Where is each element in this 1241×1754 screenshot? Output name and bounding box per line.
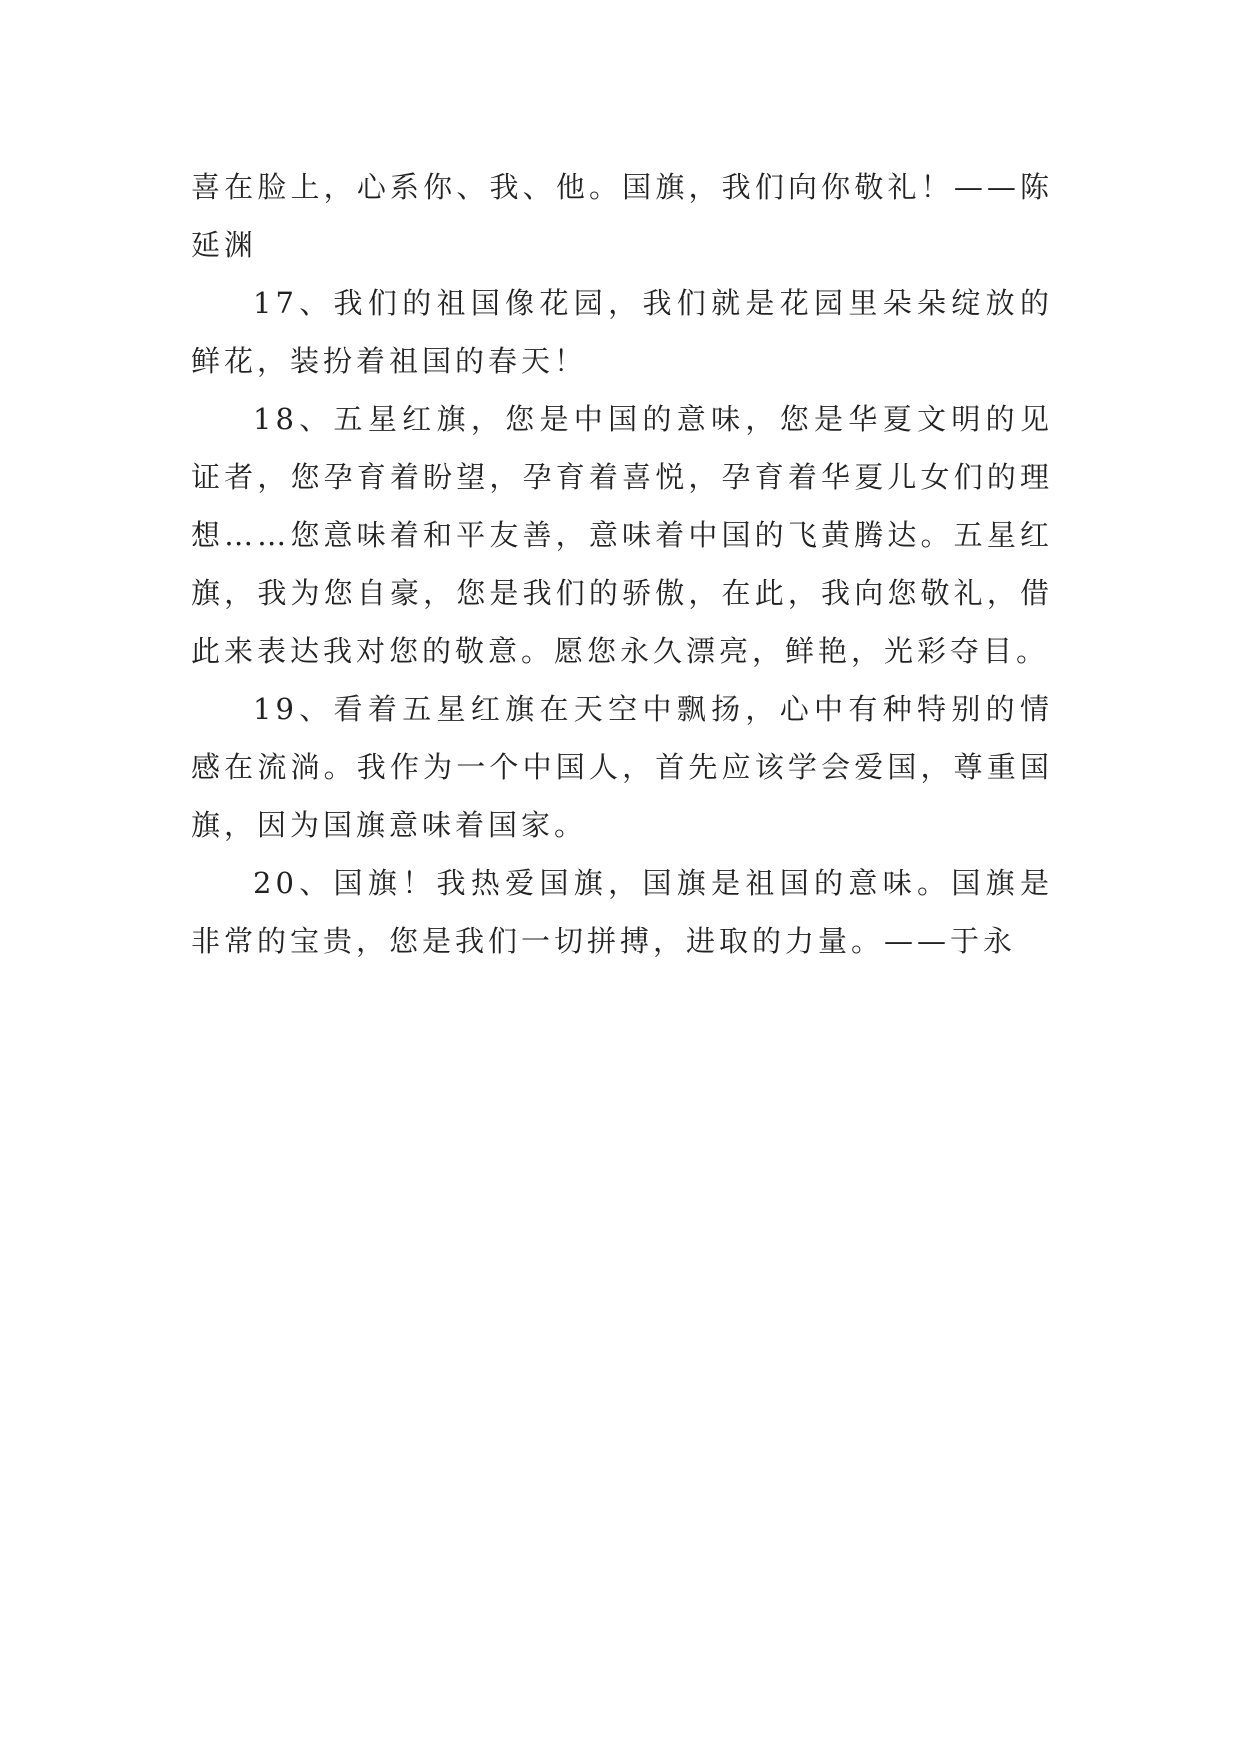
document-body xyxy=(191,158,1053,970)
paragraph-19: 19、看着五星红旗在天空中飘扬，心中有种特别的情感在流淌。我作为一个中国人，首先应该学会爱国，尊重国旗，因为国旗意味着国家。 xyxy=(191,692,1053,842)
paragraph-continuation: 喜在脸上，心系你、我、他。国旗，我们向你敬礼！——陈延渊 xyxy=(191,170,1053,262)
paragraph-20: 20、国旗！我热爱国旗，国旗是祖国的意味。国旗是非常的宝贵，您是我们一切拼搏，进取的力量。——于永 xyxy=(191,866,1053,958)
paragraph-18: 18、五星红旗，您是中国的意味，您是华夏文明的见证者，您孕育着盼望，孕育着喜悦，孕育着华夏儿女们的理想……您意味着和平友善，意味着中国的飞黄腾达。五星红旗，我为您自豪，您是我们的骄傲，在此，我向您敬礼，借此来表达我对您的敬意。愿您永久漂亮，鲜艳，光彩夺目。 xyxy=(191,402,1053,668)
paragraph-17: 17、我们的祖国像花园，我们就是花园里朵朵绽放的鲜花，装扮着祖国的春天！ xyxy=(191,286,1053,378)
